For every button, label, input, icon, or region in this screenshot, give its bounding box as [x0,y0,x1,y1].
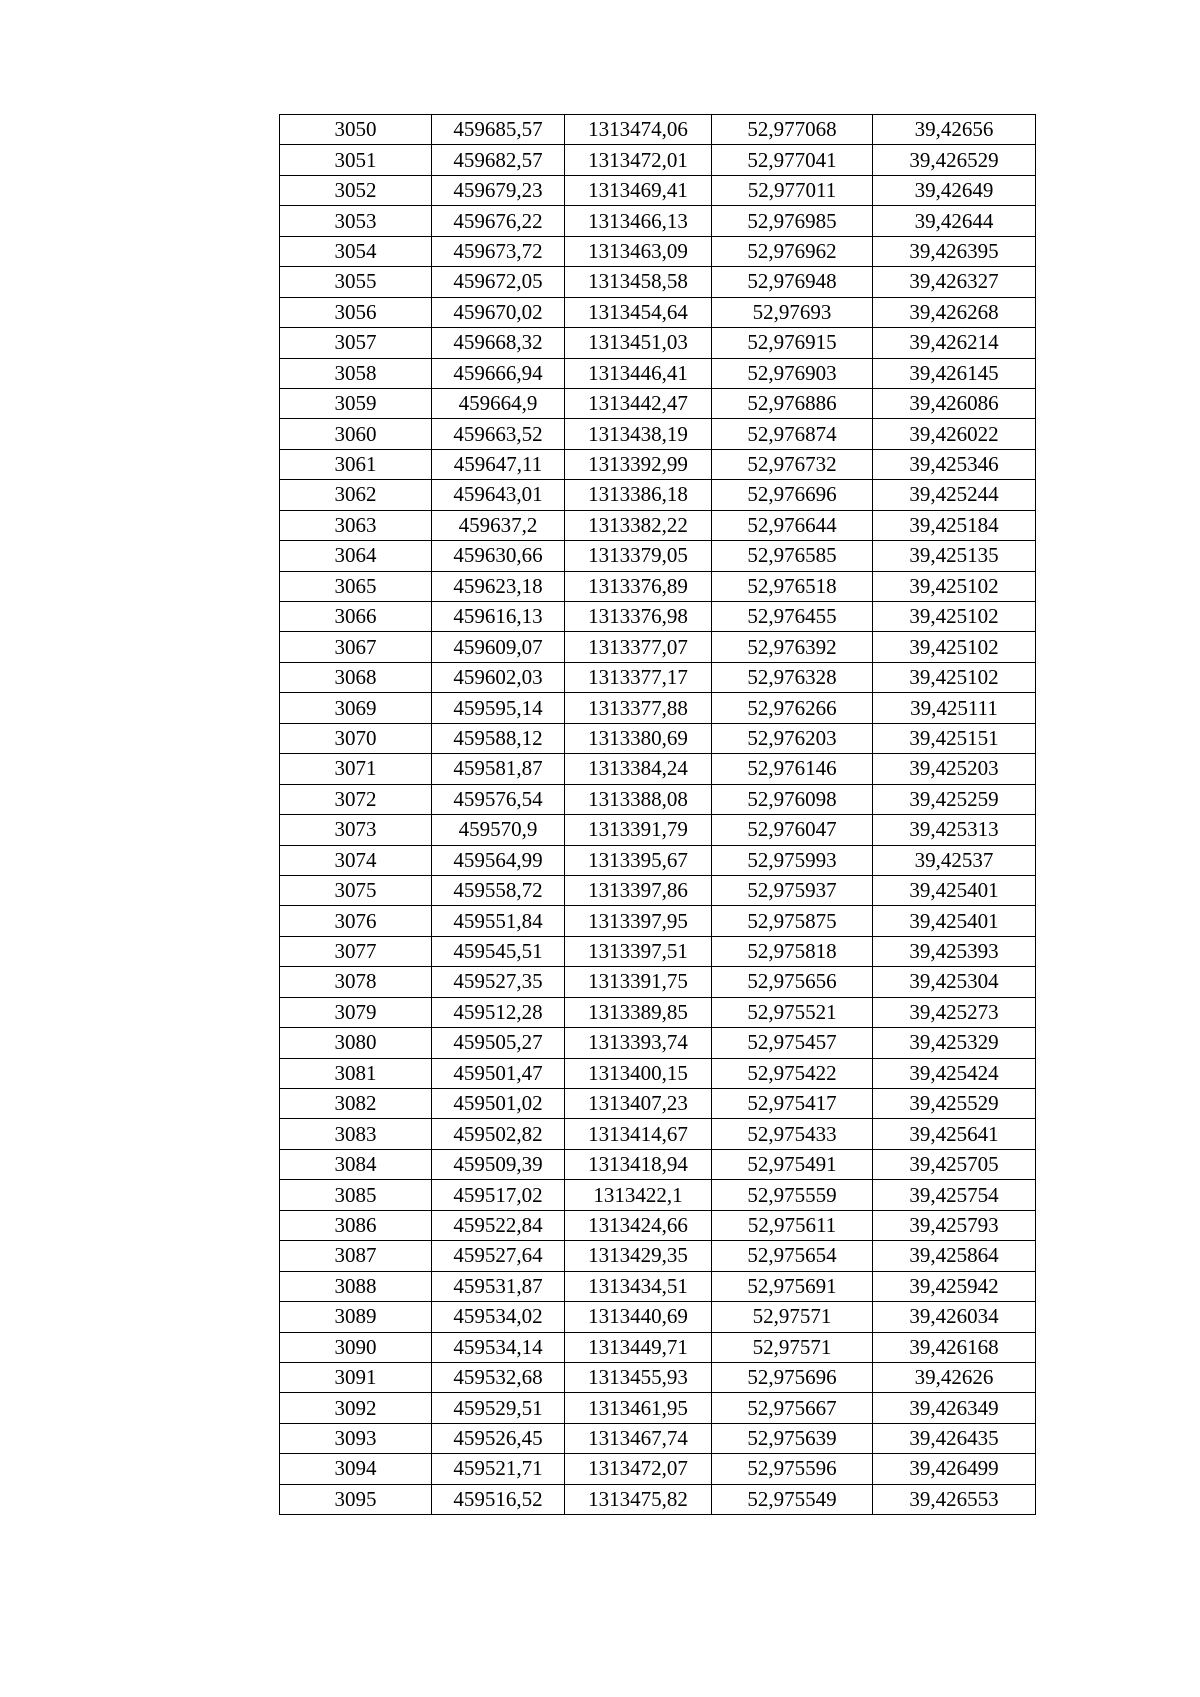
coord-x-cell: 459531,87 [432,1271,565,1301]
coord-y-cell: 1313386,18 [565,480,712,510]
coord-y-cell: 1313377,07 [565,632,712,662]
latitude-cell: 52,975656 [712,967,873,997]
table-row [280,1484,1036,1514]
table-row [280,906,1036,936]
coord-y-cell: 1313389,85 [565,997,712,1027]
coord-x-cell: 459637,2 [432,510,565,540]
coord-x-cell: 459564,99 [432,845,565,875]
latitude-cell: 52,975417 [712,1089,873,1119]
latitude-cell: 52,975875 [712,906,873,936]
table-row [280,936,1036,966]
coord-y-cell: 1313458,58 [565,267,712,297]
point-number-cell: 3068 [280,662,432,692]
coord-x-cell: 459602,03 [432,662,565,692]
table-row [280,449,1036,479]
coord-x-cell: 459526,45 [432,1423,565,1453]
longitude-cell: 39,425184 [873,510,1036,540]
table-row [280,571,1036,601]
coord-y-cell: 1313391,75 [565,967,712,997]
latitude-cell: 52,975818 [712,936,873,966]
coord-x-cell: 459521,71 [432,1454,565,1484]
coord-x-cell: 459545,51 [432,936,565,966]
coord-y-cell: 1313379,05 [565,541,712,571]
table-row [280,1423,1036,1453]
longitude-cell: 39,42649 [873,175,1036,205]
point-number-cell: 3069 [280,693,432,723]
coord-y-cell: 1313418,94 [565,1149,712,1179]
table-row [280,388,1036,418]
longitude-cell: 39,425203 [873,754,1036,784]
longitude-cell: 39,426395 [873,236,1036,266]
latitude-cell: 52,975422 [712,1058,873,1088]
table-row [280,297,1036,327]
table-row [280,1393,1036,1423]
coord-y-cell: 1313392,99 [565,449,712,479]
point-number-cell: 3050 [280,115,432,145]
latitude-cell: 52,975433 [712,1119,873,1149]
coord-y-cell: 1313455,93 [565,1362,712,1392]
point-number-cell: 3070 [280,723,432,753]
longitude-cell: 39,426268 [873,297,1036,327]
latitude-cell: 52,975559 [712,1180,873,1210]
latitude-cell: 52,976266 [712,693,873,723]
table-row [280,1454,1036,1484]
latitude-cell: 52,97693 [712,297,873,327]
coord-y-cell: 1313434,51 [565,1271,712,1301]
table-row [280,328,1036,358]
latitude-cell: 52,976518 [712,571,873,601]
point-number-cell: 3067 [280,632,432,662]
coord-y-cell: 1313461,95 [565,1393,712,1423]
table-row [280,358,1036,388]
coord-x-cell: 459534,02 [432,1302,565,1332]
table-row [280,1119,1036,1149]
coord-y-cell: 1313407,23 [565,1089,712,1119]
latitude-cell: 52,976392 [712,632,873,662]
coord-y-cell: 1313454,64 [565,297,712,327]
coord-x-cell: 459501,02 [432,1089,565,1119]
longitude-cell: 39,425102 [873,602,1036,632]
coord-x-cell: 459581,87 [432,754,565,784]
longitude-cell: 39,425793 [873,1210,1036,1240]
latitude-cell: 52,975596 [712,1454,873,1484]
longitude-cell: 39,426435 [873,1423,1036,1453]
coord-y-cell: 1313397,95 [565,906,712,936]
longitude-cell: 39,425529 [873,1089,1036,1119]
coord-y-cell: 1313395,67 [565,845,712,875]
coord-y-cell: 1313424,66 [565,1210,712,1240]
longitude-cell: 39,425259 [873,784,1036,814]
table-row [280,267,1036,297]
coord-x-cell: 459647,11 [432,449,565,479]
coord-x-cell: 459672,05 [432,267,565,297]
point-number-cell: 3078 [280,967,432,997]
table-row [280,1028,1036,1058]
coord-y-cell: 1313449,71 [565,1332,712,1362]
point-number-cell: 3074 [280,845,432,875]
point-number-cell: 3093 [280,1423,432,1453]
point-number-cell: 3053 [280,206,432,236]
latitude-cell: 52,976585 [712,541,873,571]
coord-x-cell: 459501,47 [432,1058,565,1088]
point-number-cell: 3052 [280,175,432,205]
coord-y-cell: 1313475,82 [565,1484,712,1514]
table-row [280,997,1036,1027]
longitude-cell: 39,425346 [873,449,1036,479]
latitude-cell: 52,976948 [712,267,873,297]
point-number-cell: 3081 [280,1058,432,1088]
table-row [280,754,1036,784]
point-number-cell: 3084 [280,1149,432,1179]
coord-x-cell: 459529,51 [432,1393,565,1423]
coord-y-cell: 1313467,74 [565,1423,712,1453]
longitude-cell: 39,42656 [873,115,1036,145]
coord-y-cell: 1313376,98 [565,602,712,632]
table-row [280,632,1036,662]
coord-y-cell: 1313400,15 [565,1058,712,1088]
latitude-cell: 52,975457 [712,1028,873,1058]
coord-x-cell: 459685,57 [432,115,565,145]
coord-x-cell: 459588,12 [432,723,565,753]
table-row [280,115,1036,145]
latitude-cell: 52,976047 [712,815,873,845]
table-row [280,206,1036,236]
coord-y-cell: 1313429,35 [565,1241,712,1271]
point-number-cell: 3076 [280,906,432,936]
coord-y-cell: 1313466,13 [565,206,712,236]
coord-x-cell: 459609,07 [432,632,565,662]
table-row [280,845,1036,875]
table-row [280,1302,1036,1332]
coord-x-cell: 459670,02 [432,297,565,327]
coord-y-cell: 1313388,08 [565,784,712,814]
longitude-cell: 39,425754 [873,1180,1036,1210]
coord-x-cell: 459663,52 [432,419,565,449]
longitude-cell: 39,425244 [873,480,1036,510]
longitude-cell: 39,42626 [873,1362,1036,1392]
longitude-cell: 39,426327 [873,267,1036,297]
coord-x-cell: 459502,82 [432,1119,565,1149]
latitude-cell: 52,975549 [712,1484,873,1514]
coord-y-cell: 1313377,88 [565,693,712,723]
latitude-cell: 52,975491 [712,1149,873,1179]
point-number-cell: 3060 [280,419,432,449]
latitude-cell: 52,976903 [712,358,873,388]
table-row [280,1058,1036,1088]
latitude-cell: 52,97571 [712,1302,873,1332]
longitude-cell: 39,425942 [873,1271,1036,1301]
latitude-cell: 52,975611 [712,1210,873,1240]
coord-x-cell: 459576,54 [432,784,565,814]
coord-x-cell: 459512,28 [432,997,565,1027]
point-number-cell: 3080 [280,1028,432,1058]
coord-y-cell: 1313376,89 [565,571,712,601]
coord-x-cell: 459682,57 [432,145,565,175]
coord-x-cell: 459505,27 [432,1028,565,1058]
longitude-cell: 39,425304 [873,967,1036,997]
latitude-cell: 52,975993 [712,845,873,875]
table-row [280,419,1036,449]
coord-x-cell: 459676,22 [432,206,565,236]
latitude-cell: 52,976732 [712,449,873,479]
latitude-cell: 52,976455 [712,602,873,632]
coord-y-cell: 1313380,69 [565,723,712,753]
point-number-cell: 3061 [280,449,432,479]
latitude-cell: 52,976962 [712,236,873,266]
longitude-cell: 39,425102 [873,662,1036,692]
point-number-cell: 3082 [280,1089,432,1119]
longitude-cell: 39,425641 [873,1119,1036,1149]
longitude-cell: 39,425705 [873,1149,1036,1179]
table-row [280,602,1036,632]
coord-y-cell: 1313440,69 [565,1302,712,1332]
table-row [280,1241,1036,1271]
table-row [280,541,1036,571]
coord-x-cell: 459664,9 [432,388,565,418]
latitude-cell: 52,977041 [712,145,873,175]
latitude-cell: 52,975937 [712,875,873,905]
latitude-cell: 52,976328 [712,662,873,692]
point-number-cell: 3054 [280,236,432,266]
coord-x-cell: 459516,52 [432,1484,565,1514]
latitude-cell: 52,976985 [712,206,873,236]
coord-x-cell: 459679,23 [432,175,565,205]
coord-y-cell: 1313474,06 [565,115,712,145]
coord-y-cell: 1313422,1 [565,1180,712,1210]
latitude-cell: 52,977011 [712,175,873,205]
coord-x-cell: 459666,94 [432,358,565,388]
table-row [280,480,1036,510]
longitude-cell: 39,426168 [873,1332,1036,1362]
point-number-cell: 3059 [280,388,432,418]
coord-x-cell: 459630,66 [432,541,565,571]
point-number-cell: 3091 [280,1362,432,1392]
point-number-cell: 3063 [280,510,432,540]
point-number-cell: 3088 [280,1271,432,1301]
table-row [280,1362,1036,1392]
longitude-cell: 39,425393 [873,936,1036,966]
coord-y-cell: 1313397,51 [565,936,712,966]
table-row [280,1332,1036,1362]
coord-x-cell: 459643,01 [432,480,565,510]
longitude-cell: 39,426022 [873,419,1036,449]
latitude-cell: 52,976915 [712,328,873,358]
point-number-cell: 3056 [280,297,432,327]
point-number-cell: 3073 [280,815,432,845]
coord-y-cell: 1313469,41 [565,175,712,205]
longitude-cell: 39,426499 [873,1454,1036,1484]
latitude-cell: 52,975696 [712,1362,873,1392]
latitude-cell: 52,975667 [712,1393,873,1423]
longitude-cell: 39,425102 [873,632,1036,662]
coord-y-cell: 1313472,07 [565,1454,712,1484]
point-number-cell: 3086 [280,1210,432,1240]
coord-y-cell: 1313382,22 [565,510,712,540]
longitude-cell: 39,42644 [873,206,1036,236]
coord-x-cell: 459527,64 [432,1241,565,1271]
latitude-cell: 52,975691 [712,1271,873,1301]
point-number-cell: 3087 [280,1241,432,1271]
table-row [280,815,1036,845]
latitude-cell: 52,975521 [712,997,873,1027]
coord-x-cell: 459616,13 [432,602,565,632]
table-row [280,1271,1036,1301]
point-number-cell: 3075 [280,875,432,905]
coord-y-cell: 1313391,79 [565,815,712,845]
table-row [280,145,1036,175]
point-number-cell: 3094 [280,1454,432,1484]
coord-x-cell: 459623,18 [432,571,565,601]
coord-y-cell: 1313377,17 [565,662,712,692]
point-number-cell: 3065 [280,571,432,601]
coord-y-cell: 1313472,01 [565,145,712,175]
table-row [280,693,1036,723]
point-number-cell: 3079 [280,997,432,1027]
table-row [280,236,1036,266]
point-number-cell: 3090 [280,1332,432,1362]
longitude-cell: 39,425111 [873,693,1036,723]
coordinates-table-body [280,115,1036,1515]
latitude-cell: 52,977068 [712,115,873,145]
coord-y-cell: 1313393,74 [565,1028,712,1058]
point-number-cell: 3055 [280,267,432,297]
point-number-cell: 3095 [280,1484,432,1514]
longitude-cell: 39,42537 [873,845,1036,875]
coordinates-table [279,114,1036,1515]
latitude-cell: 52,976696 [712,480,873,510]
table-row [280,662,1036,692]
coord-y-cell: 1313446,41 [565,358,712,388]
longitude-cell: 39,425102 [873,571,1036,601]
coord-x-cell: 459551,84 [432,906,565,936]
longitude-cell: 39,426553 [873,1484,1036,1514]
point-number-cell: 3077 [280,936,432,966]
coord-x-cell: 459517,02 [432,1180,565,1210]
table-row [280,510,1036,540]
coord-y-cell: 1313438,19 [565,419,712,449]
longitude-cell: 39,426086 [873,388,1036,418]
point-number-cell: 3071 [280,754,432,784]
table-row [280,784,1036,814]
coord-x-cell: 459509,39 [432,1149,565,1179]
coord-x-cell: 459522,84 [432,1210,565,1240]
coord-x-cell: 459558,72 [432,875,565,905]
coord-x-cell: 459570,9 [432,815,565,845]
point-number-cell: 3092 [280,1393,432,1423]
longitude-cell: 39,426034 [873,1302,1036,1332]
table-row [280,967,1036,997]
coord-y-cell: 1313463,09 [565,236,712,266]
point-number-cell: 3057 [280,328,432,358]
longitude-cell: 39,425273 [873,997,1036,1027]
latitude-cell: 52,976886 [712,388,873,418]
latitude-cell: 52,976146 [712,754,873,784]
point-number-cell: 3072 [280,784,432,814]
point-number-cell: 3064 [280,541,432,571]
longitude-cell: 39,425864 [873,1241,1036,1271]
point-number-cell: 3051 [280,145,432,175]
point-number-cell: 3062 [280,480,432,510]
latitude-cell: 52,976644 [712,510,873,540]
longitude-cell: 39,426145 [873,358,1036,388]
longitude-cell: 39,425135 [873,541,1036,571]
coord-x-cell: 459668,32 [432,328,565,358]
coord-x-cell: 459534,14 [432,1332,565,1362]
table-row [280,1210,1036,1240]
table-row [280,875,1036,905]
table-row [280,175,1036,205]
longitude-cell: 39,426349 [873,1393,1036,1423]
coord-y-cell: 1313414,67 [565,1119,712,1149]
latitude-cell: 52,976203 [712,723,873,753]
latitude-cell: 52,976874 [712,419,873,449]
coord-x-cell: 459527,35 [432,967,565,997]
coord-y-cell: 1313451,03 [565,328,712,358]
table-row [280,1149,1036,1179]
table-row [280,1180,1036,1210]
coord-y-cell: 1313384,24 [565,754,712,784]
longitude-cell: 39,426529 [873,145,1036,175]
longitude-cell: 39,425401 [873,906,1036,936]
point-number-cell: 3089 [280,1302,432,1332]
longitude-cell: 39,425424 [873,1058,1036,1088]
table-row [280,1089,1036,1119]
longitude-cell: 39,425401 [873,875,1036,905]
longitude-cell: 39,425313 [873,815,1036,845]
point-number-cell: 3058 [280,358,432,388]
latitude-cell: 52,976098 [712,784,873,814]
latitude-cell: 52,975654 [712,1241,873,1271]
point-number-cell: 3083 [280,1119,432,1149]
latitude-cell: 52,975639 [712,1423,873,1453]
point-number-cell: 3085 [280,1180,432,1210]
coord-y-cell: 1313442,47 [565,388,712,418]
table-row [280,723,1036,753]
coord-y-cell: 1313397,86 [565,875,712,905]
coord-x-cell: 459595,14 [432,693,565,723]
coord-x-cell: 459532,68 [432,1362,565,1392]
coord-x-cell: 459673,72 [432,236,565,266]
longitude-cell: 39,426214 [873,328,1036,358]
latitude-cell: 52,97571 [712,1332,873,1362]
point-number-cell: 3066 [280,602,432,632]
longitude-cell: 39,425151 [873,723,1036,753]
longitude-cell: 39,425329 [873,1028,1036,1058]
